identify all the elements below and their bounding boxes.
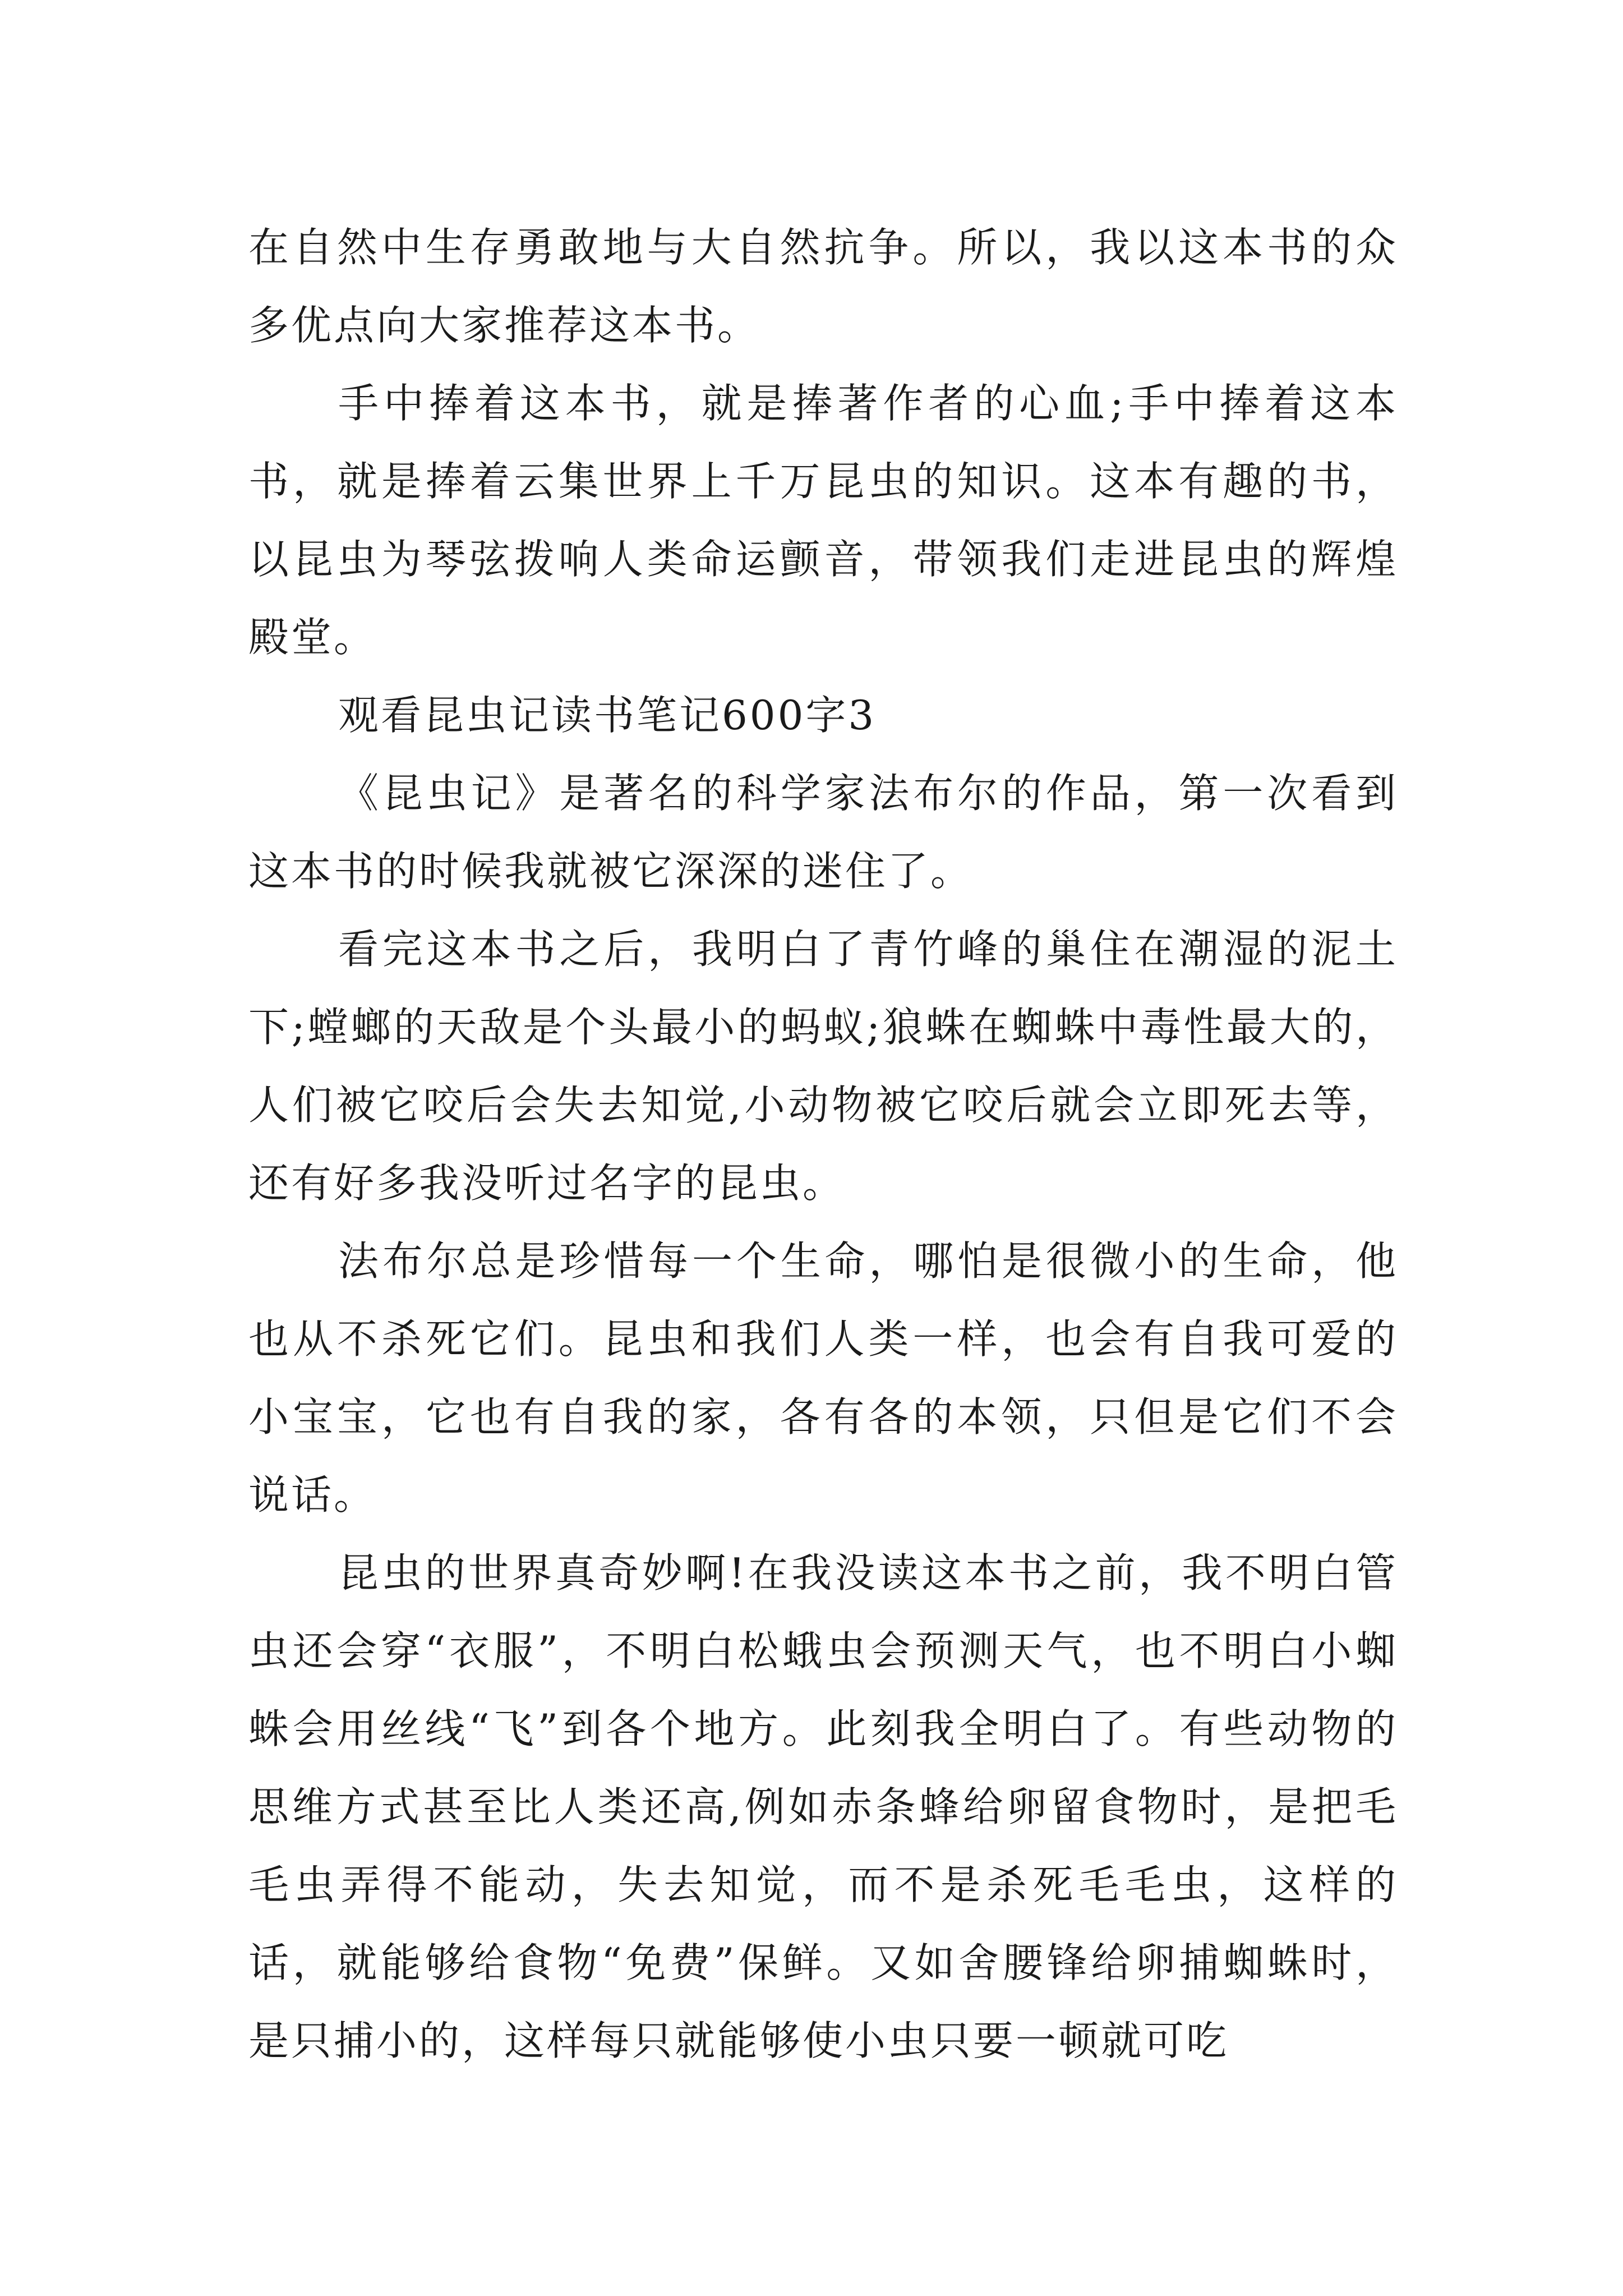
paragraph-wonder: 昆虫的世界真奇妙啊!在我没读这本书之前，我不明白管虫还会穿“衣服”，不明白松蛾虫会预测天气，也不明白小蜘蛛会用丝线“飞”到各个地方。此刻我全明白了。有些动物的思维方式甚至比人类还高,例如赤条蜂给卵留食物时，是把毛毛虫弄得不能动，失去知觉，而不是杀死毛毛虫，这样的话，就能够给食物“免费”保鲜。又如舍腰锋给卵捕蜘蛛时，是只捕小的，这样每只就能够使小虫只要一顿就可吃 [248, 1549, 1398, 2064]
paragraph-learned: 看完这本书之后，我明白了青竹峰的巢住在潮湿的泥土下;螳螂的天敌是个头最小的蚂蚁;狼蛛在蜘蛛中毒性最大的，人们被它咬后会失去知觉,小动物被它咬后就会立即死去等，还有好多我没听过名字的昆虫。 [248, 926, 1398, 1207]
paragraph-intro: 《昆虫记》是著名的科学家法布尔的作品，第一次看到这本书的时候我就被它深深的迷住了。 [248, 770, 1398, 895]
section-heading: 观看昆虫记读书笔记600字3 [338, 692, 877, 739]
document-body [248, 209, 1398, 2080]
paragraph-fabre: 法布尔总是珍惜每一个生命，哪怕是很微小的生命，他也从不杀死它们。昆虫和我们人类一样，也会有自我可爱的小宝宝，它也有自我的家，各有各的本领，只但是它们不会说话。 [248, 1237, 1398, 1519]
paragraph-continuation: 在自然中生存勇敢地与大自然抗争。所以，我以这本书的众多优点向大家推荐这本书。 [248, 224, 1398, 349]
paragraph-book-in-hand: 手中捧着这本书，就是捧著作者的心血;手中捧着这本书，就是捧着云集世界上千万昆虫的知识。这本有趣的书，以昆虫为琴弦拨响人类命运颤音，带领我们走进昆虫的辉煌殿堂。 [248, 380, 1398, 661]
